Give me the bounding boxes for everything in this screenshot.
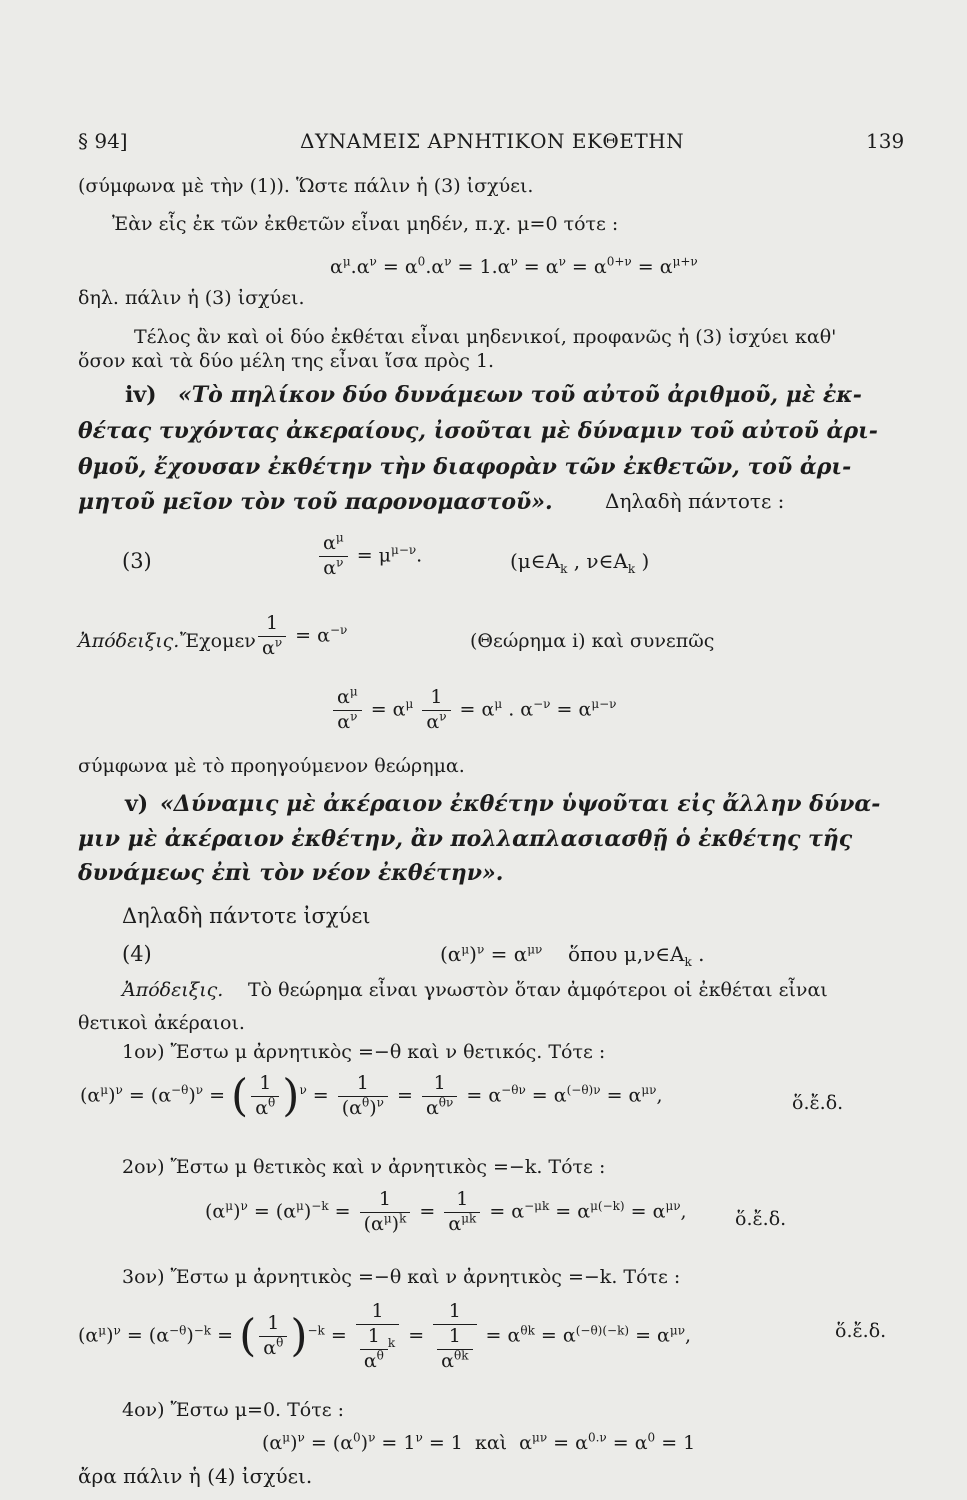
case-2-text: 2ον) Ἔστω μ θετικὸς καὶ ν ἀρνητικὸς =−k. Τότε :: [122, 1156, 606, 1178]
condition-text: (μ∈A: [510, 549, 561, 573]
intro-line-5: ὅσον καὶ τὰ δύο μέλη της εἶναι ἴσα πρὸς 1.: [78, 350, 495, 372]
equation-case-4: $(\alpha^\mu)^\nu = (\alpha^0)^\nu = 1^\nu = 1$ καὶ $\alpha^{\mu\nu} = \alpha^{0.\nu} = \alpha^0 = 1$: [262, 1430, 696, 1454]
proof-iv-text: Ἔχομεν: [180, 630, 256, 652]
theorem-iv-line-3: θμοῦ, ἔχουσαν ἐκθέτην τὴν διαφορὰν τῶν ἐκθετῶν, τοῦ ἀρι-: [78, 454, 852, 480]
section-marker: § 94]: [78, 129, 128, 153]
theorem-iv-label: iv): [125, 382, 157, 408]
proof-v-line-1: Τὸ θεώρημα εἶναι γνωστὸν ὅταν ἀμφότεροι οἱ ἐκθέται εἶναι: [248, 979, 828, 1001]
theorem-ref: (Θεώρημα i) καὶ συνεπῶς: [470, 630, 715, 652]
theorem-v-line-3: δυνάμεως ἐπὶ τὸν νέον ἐκθέτην».: [78, 860, 504, 886]
intro-line-4: Τέλος ἂν καὶ οἱ δύο ἐκθέται εἶναι μηδενικοί, προφανῶς ἡ (3) ἰσχύει καθ': [134, 326, 837, 348]
proof-v-line-2: θετικοὶ ἀκέραιοι.: [78, 1012, 245, 1034]
equation-inverse: $\frac{1}{\alpha^\nu}$ = $\alpha^{-\nu}$: [255, 612, 347, 661]
condition-text: ὅπου μ,ν∈A: [568, 942, 685, 966]
case-4-text: 4ον) Ἔστω μ=0. Τότε :: [122, 1399, 345, 1421]
case-3-text: 3ον) Ἔστω μ ἀρνητικὸς =−θ καὶ ν ἀρνητικὸς =−k. Τότε :: [122, 1266, 681, 1288]
proof-iv-label: Ἀπόδειξις.: [78, 630, 180, 652]
equation-case-2: $(\alpha^\mu)^\nu = (\alpha^\mu)^{-k}$ = $\frac{1}{(\alpha^\mu)^k}$ = $\frac{1}{\alpha^{\mu k}}$ = $\alpha^{-\mu k} = \alpha^{\mu(-k)} = \alpha^{\mu\nu}$,: [205, 1188, 687, 1235]
theorem-iv-line-2: θέτας τυχόντας ἀκεραίους, ἰσοῦται μὲ δύναμιν τοῦ αὐτοῦ ἀρι-: [78, 418, 878, 444]
proof-v-label: Ἀπόδειξις.: [122, 979, 224, 1001]
intro-line-1: (σύμφωνα μὲ τὴν (1)). Ὥστε πάλιν ἡ (3) ἰσχύει.: [78, 175, 534, 197]
intro-line-3: δηλ. πάλιν ἡ (3) ἰσχύει.: [78, 287, 305, 309]
equation-quotient-proof: $\frac{\alpha^\mu}{\alpha^\nu}$ = $\alpha^\mu$ $\frac{1}{\alpha^\nu}$ = $\alpha^\mu$ . $\alpha^{-\nu} = \alpha^{\mu-\nu}$: [330, 686, 616, 735]
theorem-v-line-1: «Δύναμις μὲ ἀκέραιον ἐκθέτην ὑψοῦται εἰς ἄλλην δύνα-: [160, 791, 881, 817]
intro-line-2: Ἐὰν εἷς ἐκ τῶν ἐκθετῶν εἶναι μηδέν, π.χ. μ=0 τότε :: [112, 213, 619, 235]
theorem-iv-line-1: «Τὸ πηλίκον δύο δυνάμεων τοῦ αὐτοῦ ἀριθμοῦ, μὲ ἐκ-: [178, 382, 862, 408]
proof-iv-conclusion: σύμφωνα μὲ τὸ προηγούμενον θεώρημα.: [78, 755, 465, 777]
theorem-v-after: Δηλαδὴ πάντοτε ἰσχύει: [122, 904, 371, 928]
equation-case-1: $(\alpha^\mu)^\nu = (\alpha^{-\theta})^\nu$ = ( $\frac{1}{\alpha^\theta}$ )$^\nu$ = $\frac{1}{(\alpha^\theta)^\nu}$ = $\frac{1}{\alpha^{\theta\nu}}$ = $\alpha^{-\theta\nu} = \alpha^{(-\theta)\nu} = \alpha^{\mu\nu}$,: [80, 1070, 663, 1122]
theorem-iv-after: Δηλαδὴ πάντοτε :: [605, 489, 785, 513]
equation-3: $\frac{\alpha^\mu}{\alpha^\nu}$ = $\mu^{\mu-\nu}$.: [316, 532, 422, 581]
final-line: ἄρα πάλιν ἡ (4) ἰσχύει.: [78, 1464, 313, 1488]
equation-4-condition: ὅπου $\mu,\nu\in A_k$ .: [568, 942, 705, 969]
theorem-iv-line-4: μητοῦ μεῖον τὸν τοῦ παρονομαστοῦ».: [78, 489, 553, 515]
equation-zero-exponent: $\alpha^\mu.\alpha^\nu = \alpha^0.\alpha^\nu = 1.\alpha^\nu = \alpha^\nu = \alpha^{0+\nu} = \alpha^{\mu+\nu}$: [330, 254, 698, 278]
running-title: ΔΥΝΑΜΕΙΣ ΑΡΝΗΤΙΚΟΝ ΕΚΘΕΤΗΝ: [300, 129, 685, 153]
equation-4: $(\alpha^\mu)^\nu = \alpha^{\mu\nu}$: [440, 942, 543, 966]
equation-4-label: (4): [122, 942, 152, 966]
theorem-v-line-2: μιν μὲ ἀκέραιον ἐκθέτην, ἂν πολλαπλασιασθῇ ὁ ἐκθέτης τῆς: [78, 826, 853, 852]
page-number: 139: [866, 129, 905, 153]
equation-3-label: (3): [122, 549, 152, 573]
qed-case-2: ὅ.ἔ.δ.: [735, 1208, 787, 1230]
theorem-v-label: v): [125, 791, 149, 817]
equation-case-3: $(\alpha^\mu)^\nu = (\alpha^{-\theta})^{-k}$ = ( $\frac{1}{\alpha^\theta}$ )$^{-k}$ = 1 $\frac{1}{\alpha^\theta}$ $^k$ = $\frac{1}{\frac{1}{\alpha^{\theta k}}}$ = $\alpha^{\theta k} = \alpha^{(-\theta)(-k)} = \alpha^{\mu\nu}$,: [78, 1300, 692, 1372]
qed-case-3: ὅ.ἔ.δ.: [835, 1320, 887, 1342]
equation-3-condition: ($\mu\in A_k$ , $\nu\in A_k$ ): [510, 549, 650, 576]
qed-case-1: ὅ.ἔ.δ.: [792, 1092, 844, 1114]
case-1-text: 1ον) Ἔστω μ ἀρνητικὸς =−θ καὶ ν θετικός. Τότε :: [122, 1041, 606, 1063]
